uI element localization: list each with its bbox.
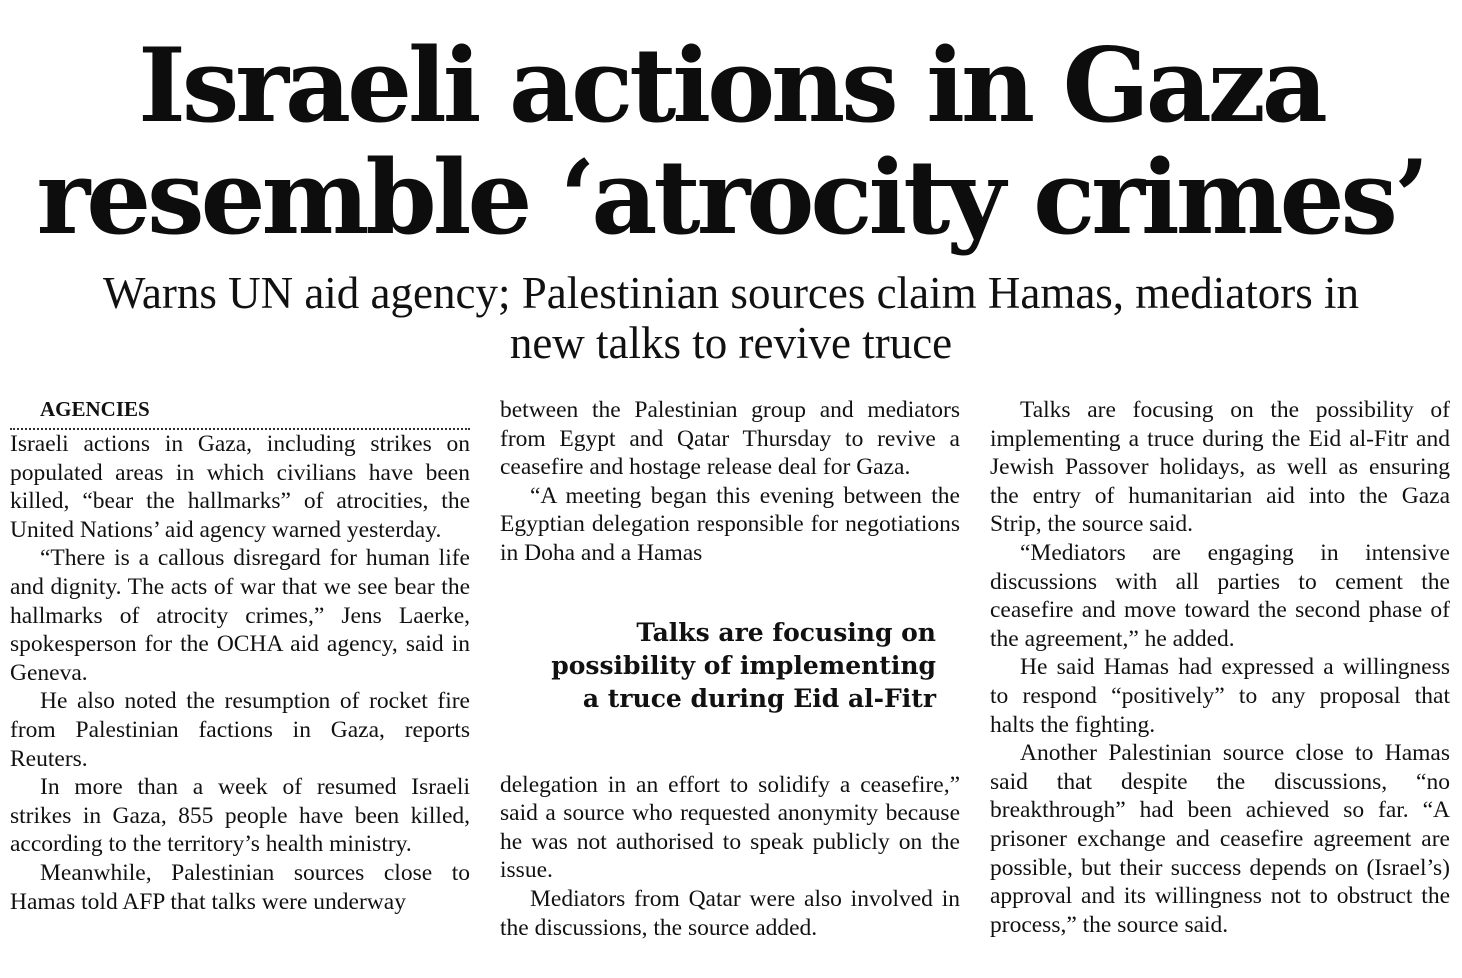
pull-quote-line-1: Talks are focusing on — [636, 617, 936, 647]
subheadline — [0, 268, 1462, 368]
article-column-3 — [990, 396, 1450, 939]
article-column-2 — [500, 396, 960, 942]
pull-quote — [500, 616, 936, 715]
headline — [0, 26, 1462, 258]
article-column-1 — [10, 396, 470, 916]
paragraph: Israeli actions in Gaza, including strikes on populated areas in which civilians have been killed, “bear the hallmarks” of atrocities, the United Nations’ aid agency warned yesterday. — [10, 431, 470, 543]
paragraph: Another Palestinian source close to Hamas said that despite the discussions, “no breakthrough” had been achieved so far. “A prisoner exchange and ceasefire agreement are possible, but their success depends on (Israel’s) approval and its willingness not to obstruct the process,” the source said. — [990, 740, 1450, 938]
paragraph: delegation in an effort to solidify a ceasefire,” said a source who requested anonymity because he was not authorised to speak publicly on the issue. — [500, 771, 960, 884]
paragraph: He also noted the resumption of rocket fire from Palestinian factions in Gaza, reports Reuters. — [10, 688, 470, 772]
paragraph: “A meeting began this evening between the Egyptian delegation responsible for negotiations in Doha and a Hamas — [500, 482, 960, 566]
headline-line-2: resemble ‘atrocity crimes’ — [36, 138, 1426, 258]
paragraph: In more than a week of resumed Israeli strikes in Gaza, 855 people have been killed, according to the territory’s health ministry. — [10, 774, 470, 858]
paragraph: “Mediators are engaging in intensive discussions with all parties to cement the ceasefire and move toward the second phase of the agreement,” he added. — [990, 539, 1450, 652]
paragraph: Mediators from Qatar were also involved in the discussions, the source added. — [500, 885, 960, 941]
subheadline-line-1: Warns UN aid agency; Palestinian sources claim Hamas, mediators in — [102, 268, 1360, 318]
pull-quote-line-3: a truce during Eid al-Fitr — [582, 683, 936, 713]
headline-line-1: Israeli actions in Gaza — [138, 26, 1324, 146]
pull-quote-line-2: possibility of implementing — [551, 650, 936, 680]
paragraph: “There is a callous disregard for human life and dignity. The acts of war that we see bear the hallmarks of atrocity crimes,” Jens Laerke, spokesperson for the OCHA aid agency, said in Geneva. — [10, 545, 470, 686]
paragraph: Meanwhile, Palestinian sources close to Hamas told AFP that talks were underway — [10, 859, 470, 915]
paragraph: between the Palestinian group and mediators from Egypt and Qatar Thursday to revive a ceasefire and hostage release deal for Gaza. — [500, 397, 960, 481]
paragraph: Talks are focusing on the possibility of implementing a truce during the Eid al-Fitr and Jewish Passover holidays, as well as ensuring the entry of humanitarian aid into the Gaza Strip, the source said. — [990, 397, 1450, 538]
byline: AGENCIES — [10, 396, 470, 430]
subheadline-line-2: new talks to revive truce — [509, 318, 953, 368]
paragraph: He said Hamas had expressed a willingness to respond “positively” to any proposal that halts the fighting. — [990, 654, 1450, 738]
